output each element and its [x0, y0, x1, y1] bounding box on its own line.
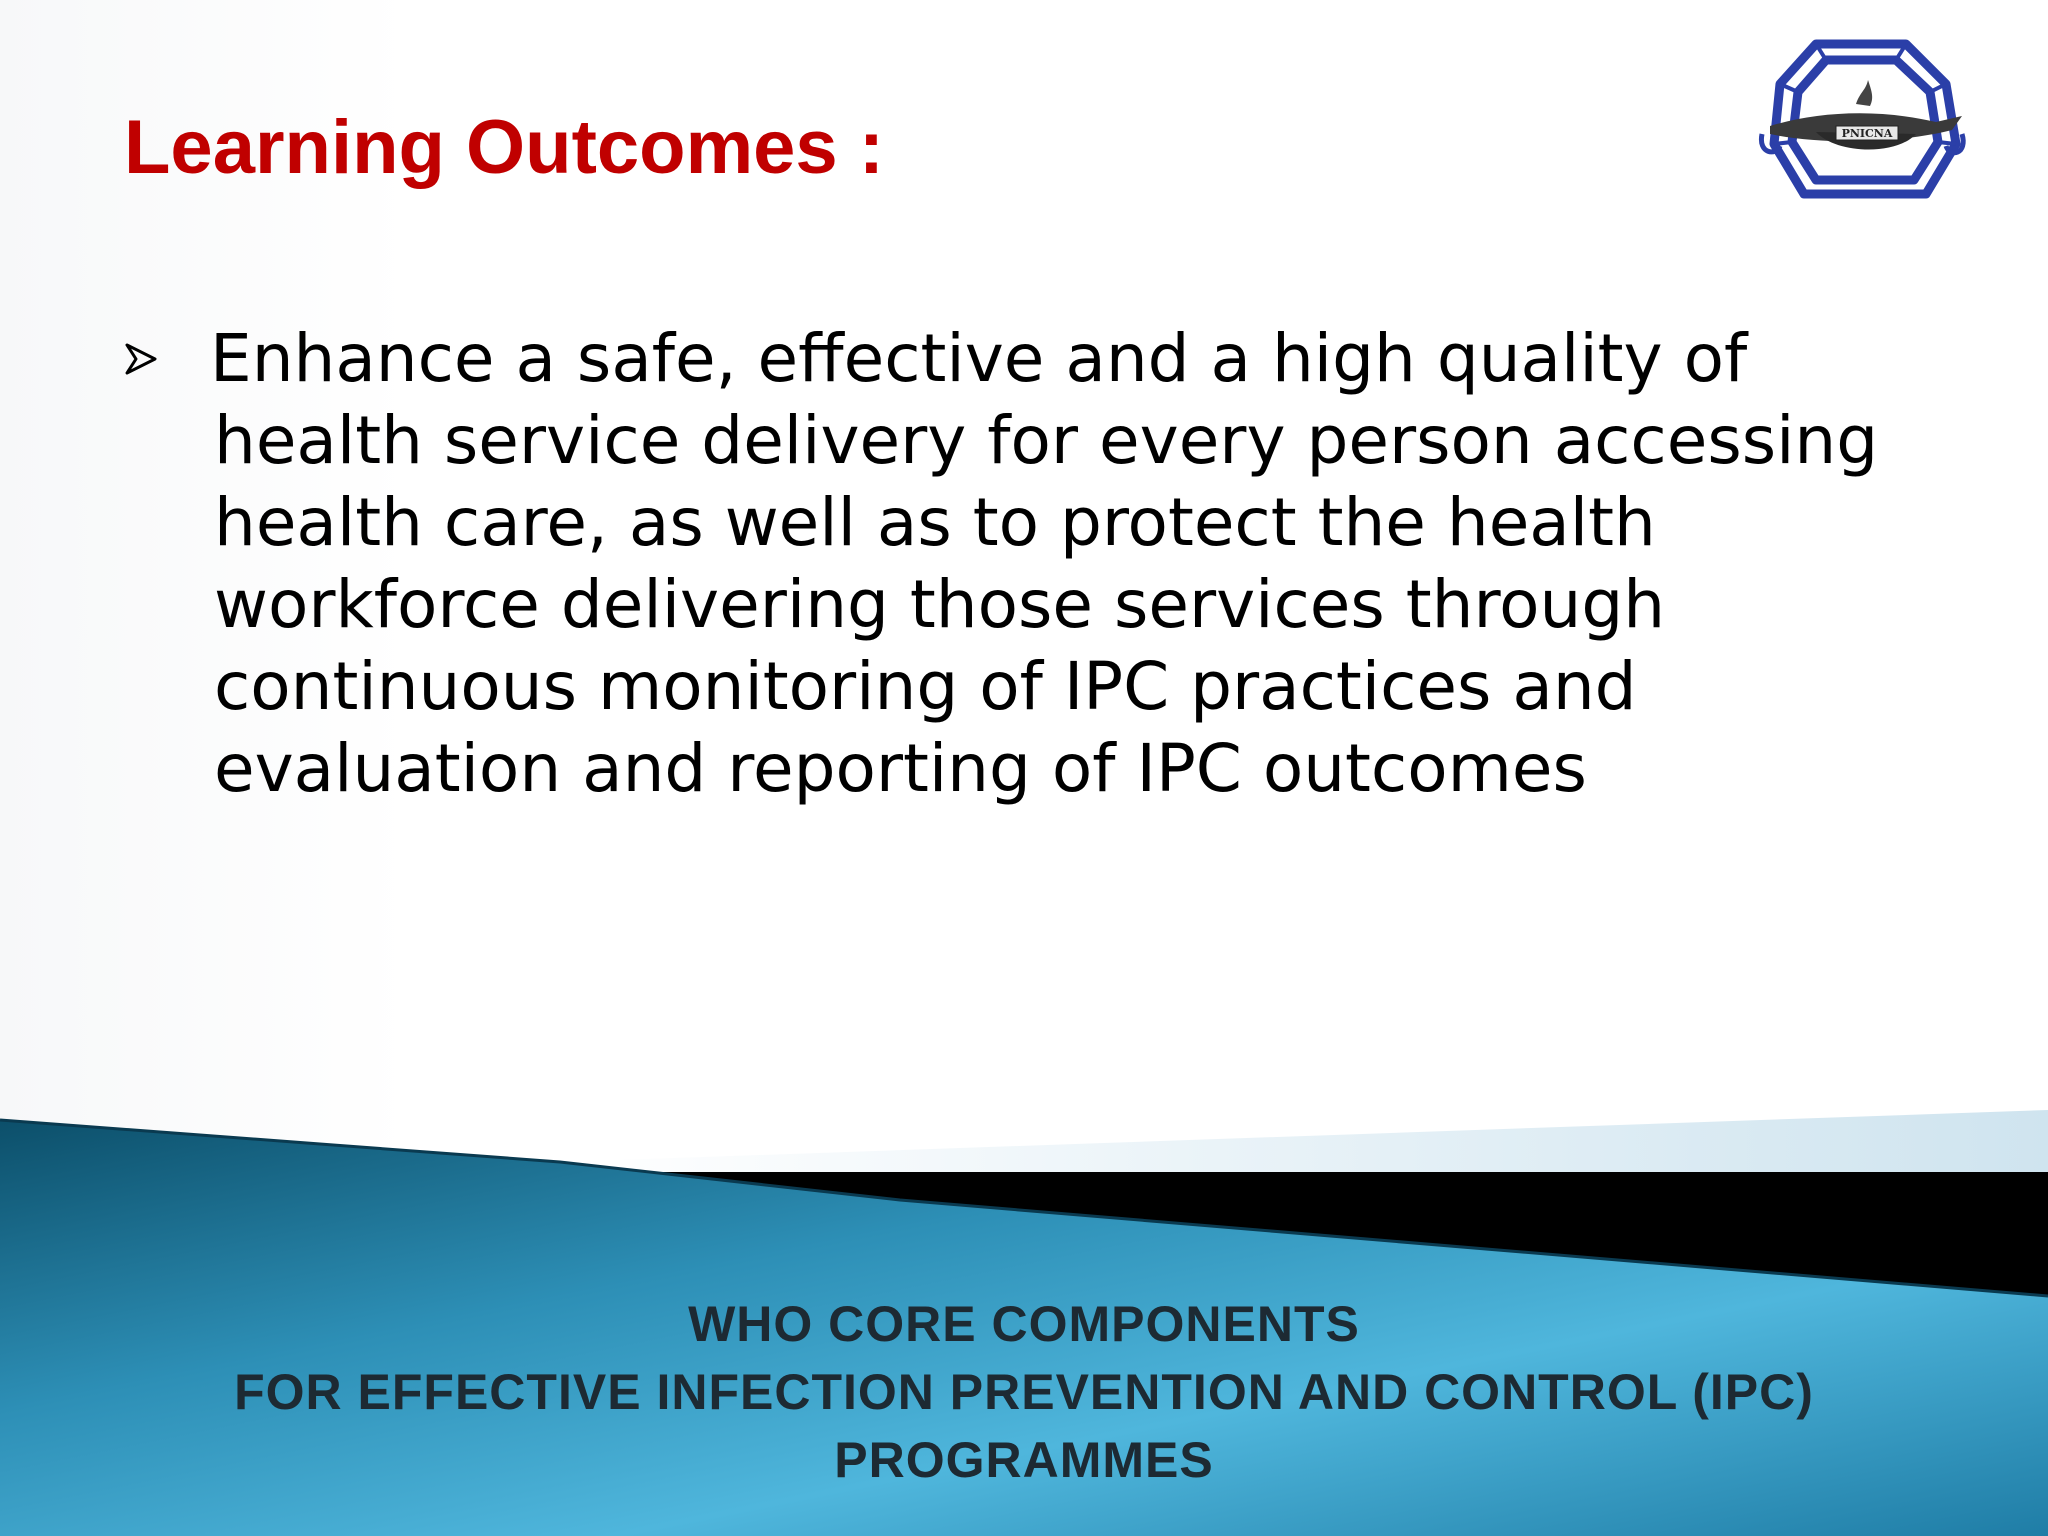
bullet-line: Enhance a safe, effective and a high quality of	[210, 320, 1748, 397]
bullet-line: health care, as well as to protect the health	[214, 484, 1656, 561]
arrow-bullet-icon	[124, 342, 158, 376]
footer-line: PROGRAMMES	[834, 1432, 1214, 1488]
footer-line: WHO CORE COMPONENTS	[688, 1296, 1360, 1352]
bullet-line: continuous monitoring of IPC practices and	[214, 648, 1637, 725]
footer-caption	[120, 1290, 1928, 1494]
slide-title: Learning Outcomes :	[124, 105, 885, 190]
bullet-line: health service delivery for every person accessing	[214, 402, 1879, 479]
bullet-item	[210, 318, 1930, 810]
footer-line: FOR EFFECTIVE INFECTION PREVENTION AND CONTROL (IPC)	[234, 1364, 1814, 1420]
bullet-line: evaluation and reporting of IPC outcomes	[214, 730, 1587, 807]
bullet-list	[124, 318, 1924, 810]
lamp-logo-icon	[1756, 34, 1974, 206]
bullet-line: workforce delivering those services through	[214, 566, 1666, 643]
logo-text: PNICNA	[1841, 127, 1893, 140]
